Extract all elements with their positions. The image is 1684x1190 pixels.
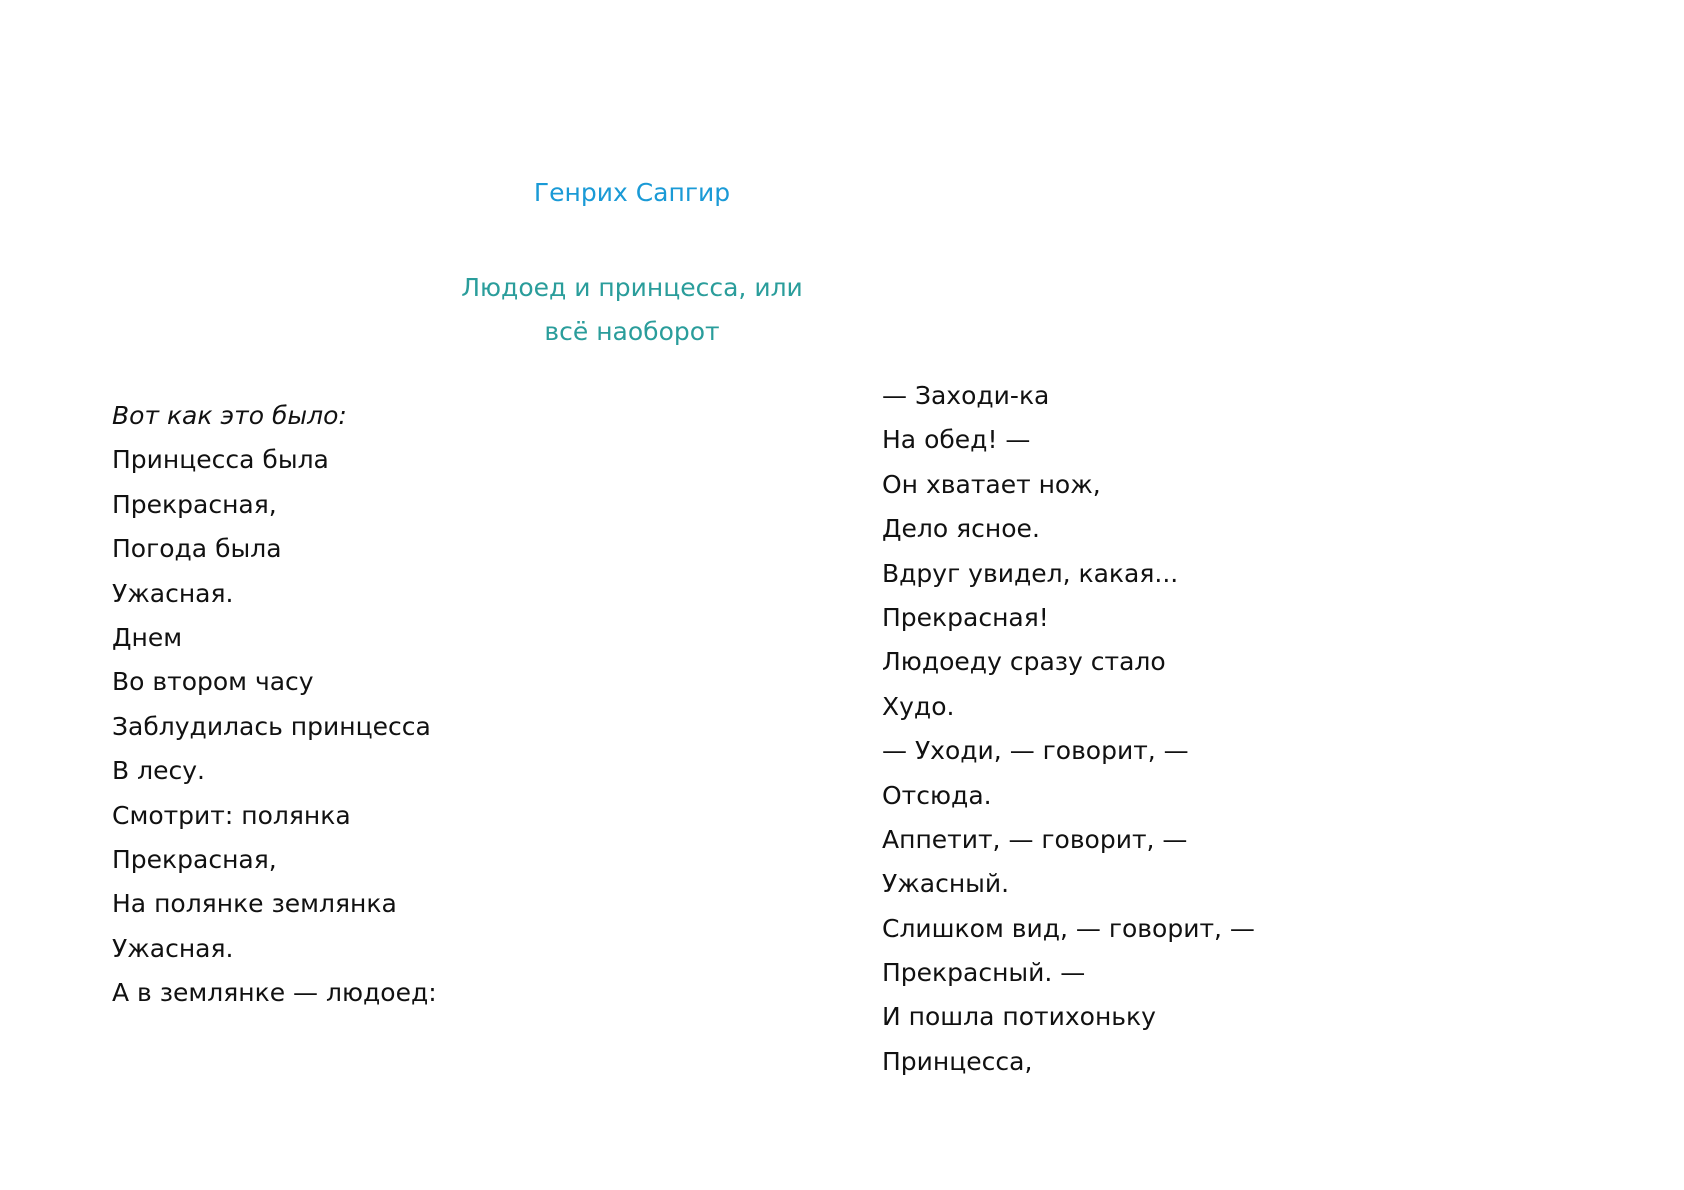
poem-line: Слишком вид, — говорит, — [882, 913, 1255, 943]
poem-left-column [112, 394, 437, 1015]
poem-title-line-2: всё наоборот [544, 317, 720, 346]
poem-line: Во втором часу [112, 667, 314, 697]
author-name: Генрих Сапгир [533, 178, 731, 207]
poem-line: Ужасный. [882, 869, 1010, 899]
poem-line: Отсюда. [882, 780, 992, 810]
poem-line: На обед! — [882, 425, 1031, 455]
poem-line: — Заходи-ка [882, 381, 1050, 410]
poem-line: Худо. [882, 691, 955, 721]
poem-title-line-1: Людоед и принцесса, или [461, 273, 803, 302]
poem-line: Вдруг увидел, какая... [882, 558, 1179, 588]
poem-line: Прекрасная! [882, 602, 1049, 632]
poem-line: Смотрит: полянка [112, 800, 351, 830]
poem-line: Днем [112, 622, 183, 652]
poem-line: Прекрасная, [112, 489, 277, 519]
poem-line: Людоеду сразу стало [882, 647, 1166, 677]
poem-title [0, 266, 1264, 354]
poem-right-column [882, 374, 1255, 1084]
poem-line: Ужасная. [112, 933, 234, 963]
poem-line: А в землянке — людоед: [112, 978, 437, 1008]
poem-line: На полянке землянка [112, 889, 397, 919]
poem-line: Аппетит, — говорит, — [882, 824, 1188, 854]
poem-line: Принцесса была [112, 445, 329, 475]
poem-line: Принцесса, [882, 1046, 1033, 1076]
poem-line: И пошла потихоньку [882, 1002, 1156, 1032]
poem-line: Ужасная. [112, 578, 234, 608]
poem-line: Погода была [112, 534, 282, 564]
poem-line: Вот как это было: [112, 401, 347, 430]
poem-line: Заблудилась принцесса [112, 711, 431, 741]
poem-line: Он хватает нож, [882, 469, 1101, 499]
poem-line: — Уходи, — говорит, — [882, 736, 1189, 766]
poem-line: Прекрасный. — [882, 958, 1086, 988]
poem-line: Прекрасная, [112, 844, 277, 874]
poem-line: В лесу. [112, 756, 205, 786]
poem-line: Дело ясное. [882, 514, 1040, 544]
